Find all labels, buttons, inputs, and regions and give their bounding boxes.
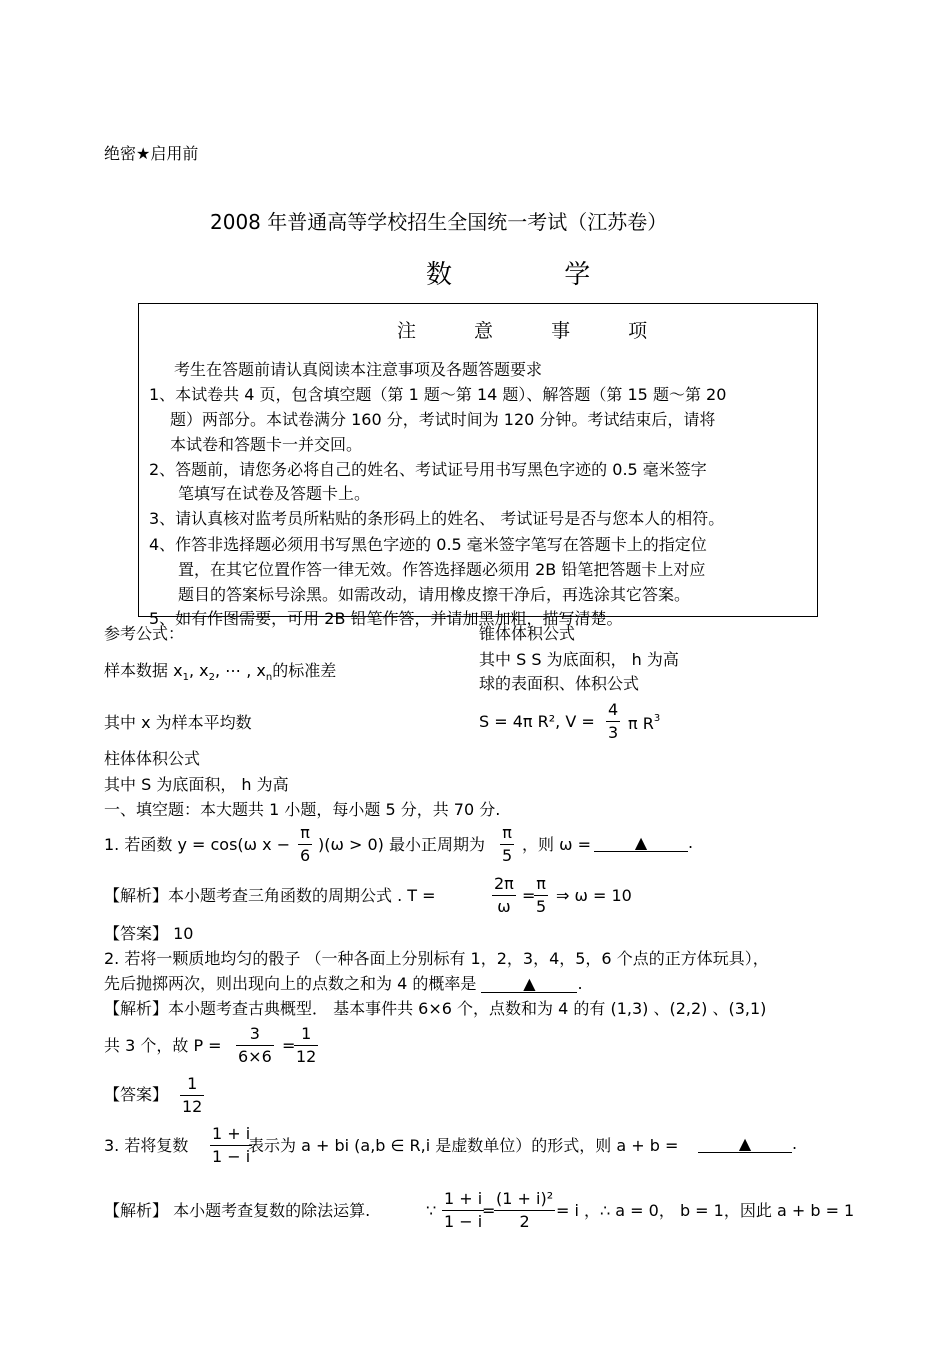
- notice-intro: 考生在答题前请认真阅读本注意事项及各题答题要求: [174, 360, 543, 379]
- q2-analysis-line2: 共 3 个，故 P =: [104, 1036, 222, 1055]
- secret-label: 绝密★启用前: [104, 144, 199, 163]
- notice-line: 1、本试卷共 4 页，包含填空题（第 1 题～第 14 题）、解答题（第 15 题～第 20: [149, 385, 727, 404]
- q3-analysis-fraction: (1 + i)² 2: [496, 1189, 554, 1231]
- q2-line2: 先后抛掷两次，则出现向上的点数之和为 4 的概率是 ▲ .: [104, 974, 583, 993]
- subject-title: 数 学: [426, 260, 643, 290]
- q2-equals: =: [282, 1036, 296, 1055]
- sample-std-text: 样本数据 $x_1$, $x_2$, ⋯ , $x_n$的标准差: [104, 661, 337, 683]
- notice-line: 笔填写在试卷及答题卡上。: [178, 484, 371, 503]
- exam-title: 2008 年普通高等学校招生全国统一考试（江苏卷）: [210, 210, 668, 234]
- q3-analysis-fraction: 1 + i 1 − i: [444, 1189, 483, 1231]
- q3-answer-blank: ▲ .: [698, 1136, 797, 1153]
- notice-line: 3、请认真核对监考员所粘贴的条形码上的姓名、 考试证号是否与您本人的相符。: [149, 509, 725, 528]
- q3-analysis-result: = i ，∴ a = 0， b = 1，因此 a + b = 1: [556, 1201, 855, 1220]
- q3-analysis: 【解析】 本小题考查复数的除法运算.: [104, 1201, 371, 1220]
- cylinder-title: 柱体体积公式: [104, 749, 201, 768]
- q1-answer: 【答案】 10: [104, 924, 194, 943]
- q3-stem-b: 表示为 a + bi (a,b ∈ R,i 是虚数单位）的形式，则 a + b =: [248, 1136, 679, 1155]
- notice-heading: 注 意 事 项: [397, 320, 674, 342]
- q1-analysis-fraction: π 5: [536, 874, 547, 916]
- formula-ref-label: 参考公式：: [104, 624, 185, 643]
- section-heading: 一、填空题：本大题共 1 小题，每小题 5 分，共 70 分.: [104, 800, 501, 819]
- q2-line1: 2. 若将一颗质地均匀的骰子 （一种各面上分别标有 1，2，3，4，5，6 个点的正方体玩具），: [104, 949, 769, 968]
- notice-line: 置，在其它位置作答一律无效。作答选择题必须用 2B 铅笔把答题卡上对应: [178, 560, 706, 579]
- q1-period-fraction: π 5: [502, 823, 513, 865]
- q1-fraction: π 6: [300, 823, 311, 865]
- sphere-volume-tail: π $R^3$: [628, 713, 661, 733]
- sphere-title: 球的表面积、体积公式: [479, 674, 640, 693]
- cone-note: 其中 S S 为底面积， h 为高: [479, 650, 679, 669]
- cone-title: 锥体体积公式: [479, 624, 576, 643]
- q1-analysis-result: ⇒ ω = 10: [556, 886, 632, 905]
- q2-answer-fraction: 1 12: [182, 1074, 203, 1116]
- q2-analysis-line1: 【解析】本小题考查古典概型． 基本事件共 6×6 个，点数和为 4 的有 (1,3) 、(2,2) 、(3,1): [104, 999, 767, 1018]
- q3-complex-fraction: 1 + i 1 − i: [212, 1124, 251, 1166]
- q3-equals: =: [482, 1201, 496, 1220]
- cylinder-note: 其中 S 为底面积， h 为高: [104, 775, 289, 794]
- notice-line: 2、答题前，请您务必将自己的姓名、考试证号用书写黑色字迹的 0.5 毫米签字: [149, 460, 707, 479]
- notice-line: 题）两部分。本试卷满分 160 分，考试时间为 120 分钟。考试结束后，请将: [170, 410, 716, 429]
- q3-stem-a: 3. 若将复数: [104, 1136, 189, 1155]
- q2-probability-fraction: 3 6×6: [238, 1024, 272, 1066]
- q1-stem-c: ，则 ω =: [522, 835, 591, 854]
- q1-equals: =: [522, 886, 536, 905]
- q1-analysis: 【解析】本小题考查三角函数的周期公式 . T =: [104, 886, 436, 905]
- mean-note: 其中 x 为样本平均数: [104, 713, 252, 732]
- notice-line: 题目的答案标号涂黑。如需改动，请用橡皮擦干净后，再选涂其它答案。: [178, 585, 691, 604]
- notice-line: 本试卷和答题卡一并交回。: [170, 435, 363, 454]
- because-symbol: ∵: [426, 1201, 437, 1220]
- q1-stem-a: 1. 若函数 y = cos(ω x −: [104, 835, 291, 854]
- sphere-volume-fraction: 4 3: [608, 700, 619, 742]
- notice-line: 5、如有作图需要，可用 2B 铅笔作答，并请加黑加粗，描写清楚。: [149, 609, 623, 628]
- q2-answer-label: 【答案】: [104, 1085, 169, 1104]
- q2-probability-fraction: 1 12: [296, 1024, 317, 1066]
- sphere-formula: S = 4π R², V =: [479, 712, 595, 731]
- q1-answer-blank: ▲ .: [594, 835, 693, 852]
- q1-stem-b: )(ω > 0) 最小正周期为: [318, 835, 485, 854]
- notice-line: 4、作答非选择题必须用书写黑色字迹的 0.5 毫米签字笔写在答题卡上的指定位: [149, 535, 707, 554]
- q1-analysis-fraction: 2π ω: [494, 874, 514, 916]
